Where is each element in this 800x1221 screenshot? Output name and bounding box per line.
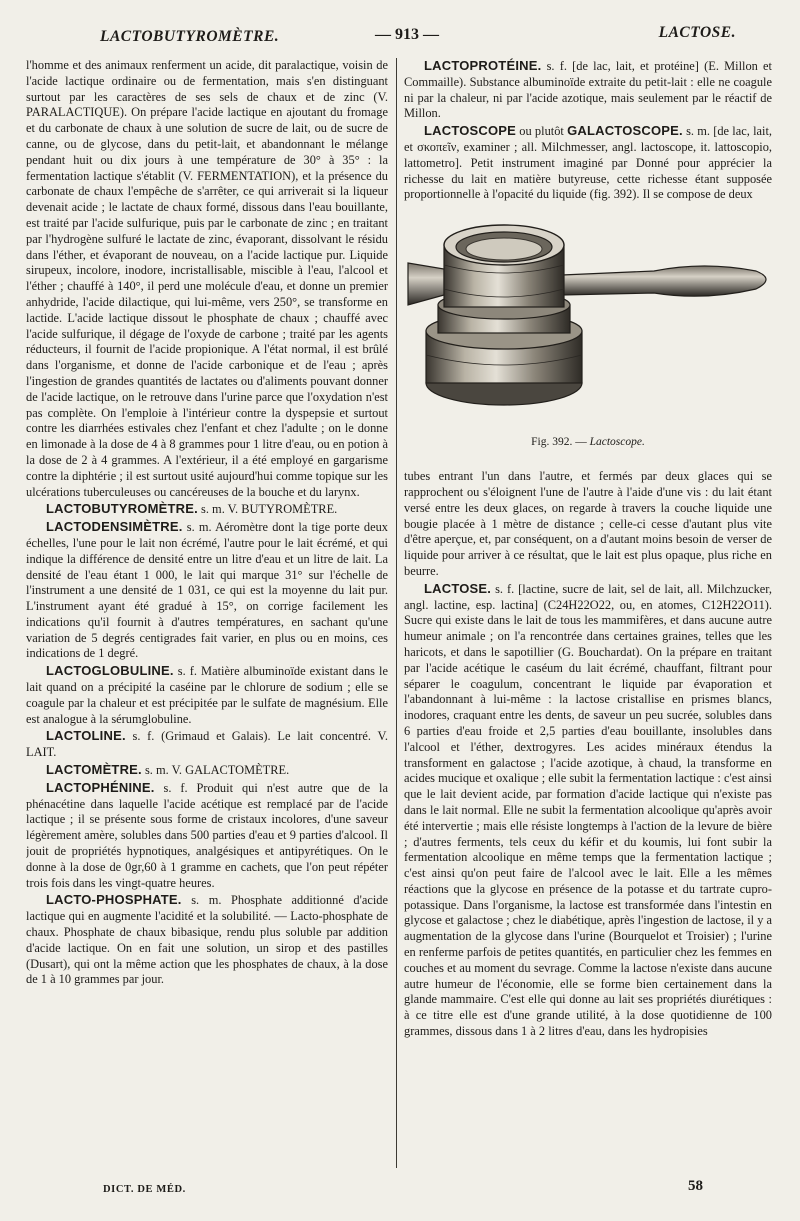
entry-text: s. f. (Grimaud et Galais). Le lait concentré. V. LAIT. xyxy=(26,729,388,760)
entry-text: s. f. [de lac, lait, et protéine] (E. Millon et Commaille). Substance albuminoïde extraite du petit-lait : elle ne coagule ni par la chaleur, ni par l'acide azotique, mais seulement par le réactif de Millon. xyxy=(404,59,772,121)
entry-lactoline xyxy=(26,728,388,761)
entry-text: s. m. Aéromètre dont la tige porte deux échelles, l'une pour le lait non écrémé, l'autre pour le lait écrémé, et qui indique la différence de densité entre un litre d'eau et un litre de lait. La densité de l'eau étant 1 000, le lait qui marque 31° sur l'échelle de l'instrument a une densité de 1 031, ce qui est la moyenne du lait pur. L'instrument ayant été gradué à 15°, on corrige facilement les indications qu'il fournit à d'autres températures, en sachant qu'une variation de 5 degrés centigrades fait varier, en plus ou en moins, ces indications de 1 degré. xyxy=(26,520,388,661)
entry-text: s. m. V. GALACTOMÈTRE. xyxy=(141,763,290,778)
entry-lactodensimetre xyxy=(26,519,388,662)
headword: LACTOSCOPE xyxy=(424,123,517,139)
column-divider xyxy=(396,58,397,1168)
footer-sheet-number: 58 xyxy=(688,1178,703,1194)
page-header xyxy=(0,22,800,52)
entry-connector: ou plutôt xyxy=(516,124,568,139)
entry-lactoproteine xyxy=(404,58,772,122)
headword: LACTODENSIMÈTRE. xyxy=(46,519,183,535)
entry-lactometre xyxy=(26,762,388,779)
figure-caption xyxy=(404,435,772,451)
entry-text: s. m. Phosphate additionné d'acide lactique qui en augmente l'acidité et la solubilité. — Lacto-phosphate de chaux. Phosphate de chaux bibasique, rendu plus soluble par addition d'acide lactique. On en fait une solution, un sirop et des pastilles (Dusart), qui ont la même action que les phosphates de chaux, à la dose de 1 à 10 grammes par jour. xyxy=(26,893,388,987)
headword-alt: GALACTOSCOPE. xyxy=(567,123,683,139)
header-right-running-title: LACTOSE. xyxy=(658,24,736,41)
entry-lacto-phosphate xyxy=(26,892,388,988)
entry-lactoscope xyxy=(404,123,772,203)
headword: LACTOMÈTRE. xyxy=(46,762,142,778)
right-column xyxy=(404,58,772,1168)
entry-text: s. f. [lactine, sucre de lait, sel de lait, all. Milchzucker, angl. lactine, esp. lactina] (C24H22O22, ou, en atomes, C12H22O11). Sucre qui existe dans le lait de tous les mammifères, et dans aucune autre humeur animale ; on l'a rencontrée dans certaines graines, telles que les haricots, et dans le sapotillier (G. Bouchardat). On la prépare en traitant par l'acide acétique le caséum du lait écrémé, chauffant, filtrant pour séparer le coagulum, concentrant le liquide par évaporation et l'abandonnant à lui-même : la lactose cristallise en prismes blancs, inodores, craquant entre les dents, de saveur un peu sucrée, solubles dans 6 parties d'eau froide et 2,5 parties d'eau bouillante, insolubles dans l'alcool et l'éther, dextrogyres. Les acides minéraux étendus la transforment en galactose ; l'acide azotique, à chaud, la transforme en acides mucique et oxalique ; elle subit la fermentation lactique : c'est ainsi que le lait devient acide, par formation d'acide lactique qui n'existe pas dans le lait normal. Elle ne subit la fermentation alcoolique qu'après avoir été intervertie ; mais elle résiste longtemps à l'action de la levure de bière ; d'autres ferments, tels ceux du kéfir et du koumis, lui font subir la fermentation alcoolique en même temps que la fermentation lactique ; c'est ainsi qu'on peut faire de l'alcool avec le lait. Elle a les mêmes réactions que la glycose en présence de la potasse et du tartrate cupro-potassique. Dans l'organisme, la lactose est transformée dans l'intestin en glycose et galactose ; chez le diabétique, après l'ingestion de lactose, il y a augmentation de la glycose dans l'urine (Bourquelot et Troisier) ; l'urine en renferme parfois de petites quantités, en particulier chez les femmes en couches et au moment du sevrage. Comme la lactose n'existe dans aucune autre humeur de l'économie, elle se forme bien certainement dans la glande mammaire. C'est elle qui donne au lait ses propriétés diurétiques : à ce titre elle est d'une grande utilité, à la dose quotidienne de 100 grammes, dissous dans 1 à 2 litres d'eau, dans les hydropisies xyxy=(404,581,772,1039)
header-left-running-title: LACTOBUTYROMÈTRE. xyxy=(100,28,280,45)
headword: LACTOBUTYROMÈTRE. xyxy=(46,501,198,517)
entry-lactobutyrometre xyxy=(26,501,388,518)
entry-lactose xyxy=(404,581,772,1040)
page-footer xyxy=(0,1172,800,1202)
entry-text: s. m. V. BUTYROMÈTRE. xyxy=(197,502,338,517)
paragraph-acide-lactique-cont: l'homme et des animaux renferment un acide, dit paralactique, voisin de l'acide lactique ordinaire ou de fermentation, mais s'en distinguant surtout par les caractères de ses sels de chaux et de zinc (V. PARALACTIQUE). On prépare l'acide lactique en ajoutant du fromage et du carbonate de chaux à une solution de sucre de lait, ou de sucre de canne, ou de glycose, dans du petit-lait, et abandonnant le mélange pendant huit ou dix jours à une température de 30° à 35° : la fermentation lactique s'établit (V. FERMENTATION), et la présence du carbonate de chaux l'empêche de s'arrêter, ce qui arriverait si la liqueur devenait acide ; le lactate de chaux formé, dissous dans l'eau bouillante, est traité par l'acide sulfurique, puis par le carbonate de zinc ; en traitant par l'hydrogène sulfuré le lactate de zinc, évaporant, dissolvant le résidu dans l'éther, et évaporant de nouveau, on a l'acide lactique pur. Liquide sirupeux, incolore, inodore, incristallisable, miscible à l'eau, l'alcool et l'éther ; chauffé à 140°, il perd une molécule d'eau, et donne un premier anhydride, l'acide dilactique, qui lui-même, vers 250°, se transforme en lactide. L'acide lactique dissout le phosphate de chaux ; chauffé avec l'acide sulfurique, il dégage de l'oxyde de carbone ; traité par les agents réducteurs, il fournit de l'acide propionique. A l'état normal, il est brûlé dans l'organisme, et donne de l'acide carbonique et de l'eau ; après l'ingestion de grandes quantités de lactates ou d'aliments pouvant donner de l'acide lactique, on le retrouve dans l'urine parce que l'oxydation n'est pas complète. On l'emploie à l'intérieur contre la dyspepsie et surtout contre les diarrhées estivales chez l'enfant et chez l'adulte ; on le donne en limonade à la dose de 4 à 8 grammes pour 1 litre d'eau, ou en potion à la dose de 2 à 4 grammes. A l'extérieur, il a été employé en gargarisme contre la diphtérie ; il est surtout usité aujourd'hui comme topique sur les ulcérations tuberculeuses ou cancéreuses de la bouche et du larynx. xyxy=(26,58,388,499)
headword: LACTOPROTÉINE. xyxy=(424,58,542,73)
header-page-number: — 913 — xyxy=(375,26,439,43)
lactoscope-engraving xyxy=(404,205,772,433)
headword: LACTOSE. xyxy=(424,580,492,596)
headword: LACTOGLOBULINE. xyxy=(46,663,174,679)
headword: LACTOLINE. xyxy=(46,728,126,744)
entry-lactophenine xyxy=(26,780,388,892)
entry-text: s. f. Produit qui n'est autre que de la phénacétine dans laquelle l'acide acétique est remplacé par de l'acide lactique ; il se présente sous forme de cristaux incolores, d'une saveur légèrement amère, solubles dans 500 parties d'eau et 9 parties d'alcool. Il jouit de propriétés hypnotiques, analgésiques et antipyrétiques. On le donne à la dose de 0gr,60 à 1 gramme en cachets, que l'on peut répéter trois fois dans les vingt-quatre heures. xyxy=(26,780,388,890)
left-column xyxy=(26,58,388,1168)
entry-lactoglobuline xyxy=(26,663,388,727)
headword: LACTO-PHOSPHATE. xyxy=(46,892,182,908)
footer-signature: DICT. DE MÉD. xyxy=(103,1184,186,1195)
entry-text: s. m. [de lac, lait, et σκοπεῖν, examiner ; all. Milchmesser, angl. lactoscope, it. lattoscopio, lattometro]. Petit instrument imaginé par Donné pour apprécier la richesse du lait en matière butyreuse, cette richesse étant supposée proportionnelle à l'opacité du liquide (fig. 392). Il se compose de deux xyxy=(404,124,772,202)
entry-text: s. f. Matière albuminoïde existant dans le lait quand on a précipité la caséine par le chlorure de sodium ; elle se coagule par la chaleur et est précipitée par le sulfate de magnésium. Elle est analogue à la sérumglobuline. xyxy=(26,664,388,726)
figure-caption-title: Lactoscope. xyxy=(589,436,645,449)
figure-caption-number: Fig. 392. — xyxy=(531,436,590,449)
figure-lactoscope xyxy=(404,205,772,465)
headword: LACTOPHÉNINE. xyxy=(46,779,155,795)
entry-lactoscope-continued: tubes entrant l'un dans l'autre, et fermés par deux glaces qui se rapprochent ou s'éloignent l'une de l'autre à l'aide d'une vis : du lait étant versé entre les deux glaces, on regarde à travers la couche liquide une bougie placée à 1 mètre de distance ; celle-ci cesse d'autant plus vite d'être aperçue, et, par conséquent, on a d'autant moins besoin de verser de liquide pour arriver à ce résultat, que le lait est plus opaque, plus riche en beurre. xyxy=(404,469,772,578)
